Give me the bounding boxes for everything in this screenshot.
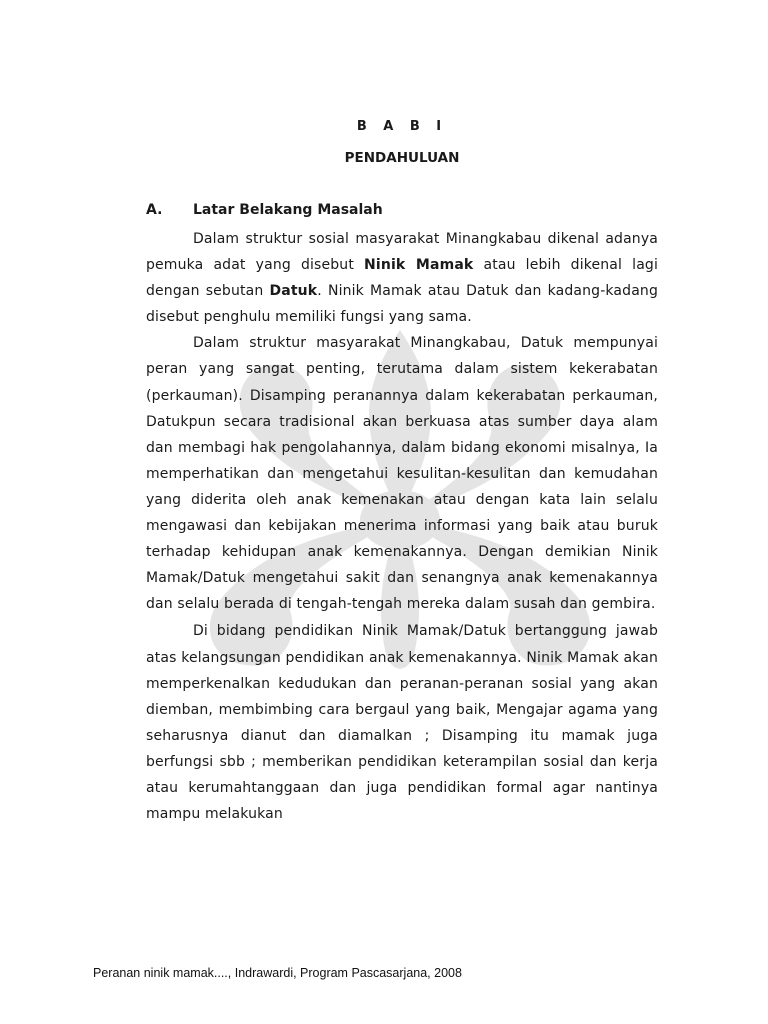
page-footer: Peranan ninik mamak...., Indrawardi, Program Pascasarjana, 2008 [93, 966, 462, 980]
paragraph-1 [146, 226, 658, 330]
paragraph-2: Dalam struktur masyarakat Minangkabau, Datuk mempunyai peran yang sangat penting, terutama dalam sistem kekerabatan (perkauman). Disamping peranannya dalam kekerabatan perkauman, Datukpun secara tradisional akan berkuasa atas sumber daya alam dan membagi hak pengolahannya, dalam bidang ekonomi misalnya, Ia memperhatikan dan mengetahui kesulitan-kesulitan dan kemudahan yang diderita oleh anak kemenakan atau dengan kata lain selalu mengawasi dan kebijakan menerima informasi yang baik atau buruk terhadap kehidupan anak kemenakannya. Dengan demikian Ninik Mamak/Datuk mengetahui sakit dan senangnya anak kemenakannya dan selalu berada di tengah-tengah mereka dalam susah dan gembira. [146, 335, 658, 613]
chapter-title: PENDAHULUAN [344, 150, 460, 166]
section-heading [146, 202, 383, 218]
term-ninik-mamak: Ninik Mamak [364, 257, 474, 274]
paragraph-1-text-a: Dalam struktur sosial masyarakat Minangkabau dikenal adanya pemuka adat yang disebut [146, 231, 658, 274]
section-title: Latar Belakang Masalah [193, 202, 383, 218]
paragraph-1-text-c: atau lebih dikenal lagi dengan sebutan [146, 257, 659, 300]
paragraph-1-text-e: . Ninik Mamak atau Datuk dan kadang-kadang disebut penghulu memiliki fungsi yang sama. [146, 283, 658, 326]
chapter-label: B A B I [356, 119, 448, 134]
section-number: A. [146, 202, 163, 218]
paragraph-3: Di bidang pendidikan Ninik Mamak/Datuk bertanggung jawab atas kelangsungan pendidikan anak kemenakannya. Ninik Mamak akan memperkenalkan kedudukan dan peranan-peranan sosial yang akan diemban, membimbing cara bergaul yang baik, Mengajar agama yang seharusnya dianut dan diamalkan ; Disamping itu mamak juga berfungsi sbb ; memberikan pendidikan keterampilan sosial dan kerja atau kerumahtanggaan dan juga pendidikan formal agar nantinya mampu melakukan [146, 623, 658, 823]
document-page [146, 0, 658, 1024]
term-datuk: Datuk [269, 283, 318, 300]
body-text [146, 226, 658, 827]
